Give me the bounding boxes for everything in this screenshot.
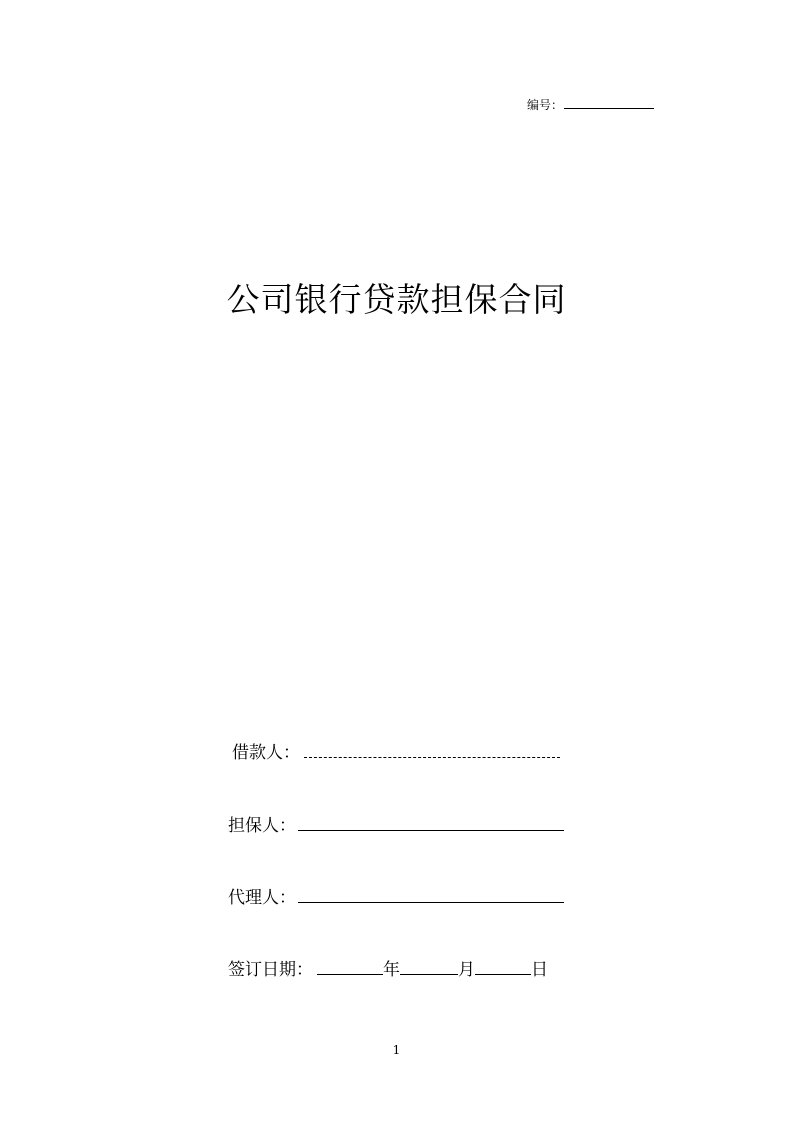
borrower-field [232, 741, 560, 764]
contract-number-field [527, 96, 654, 113]
year-label: 年 [383, 960, 400, 980]
agent-label: 代理人： [228, 888, 296, 908]
borrower-label: 借款人： [232, 743, 300, 763]
document-title: 公司银行贷款担保合同 [226, 280, 567, 319]
signing-date-label: 签订日期： [228, 960, 313, 980]
guarantor-label: 担保人： [228, 816, 296, 836]
agent-field [228, 886, 564, 909]
borrower-blank [304, 741, 560, 758]
day-label: 日 [531, 960, 548, 980]
page-number: 1 [392, 1043, 401, 1057]
year-blank [317, 958, 383, 975]
month-label: 月 [458, 960, 475, 980]
guarantor-blank [298, 814, 564, 831]
month-blank [400, 958, 458, 975]
contract-number-blank [564, 96, 654, 109]
day-blank [475, 958, 531, 975]
contract-number-label: 编号： [527, 98, 564, 112]
guarantor-field [228, 814, 564, 837]
signing-date-field [228, 958, 548, 981]
agent-blank [298, 886, 564, 903]
